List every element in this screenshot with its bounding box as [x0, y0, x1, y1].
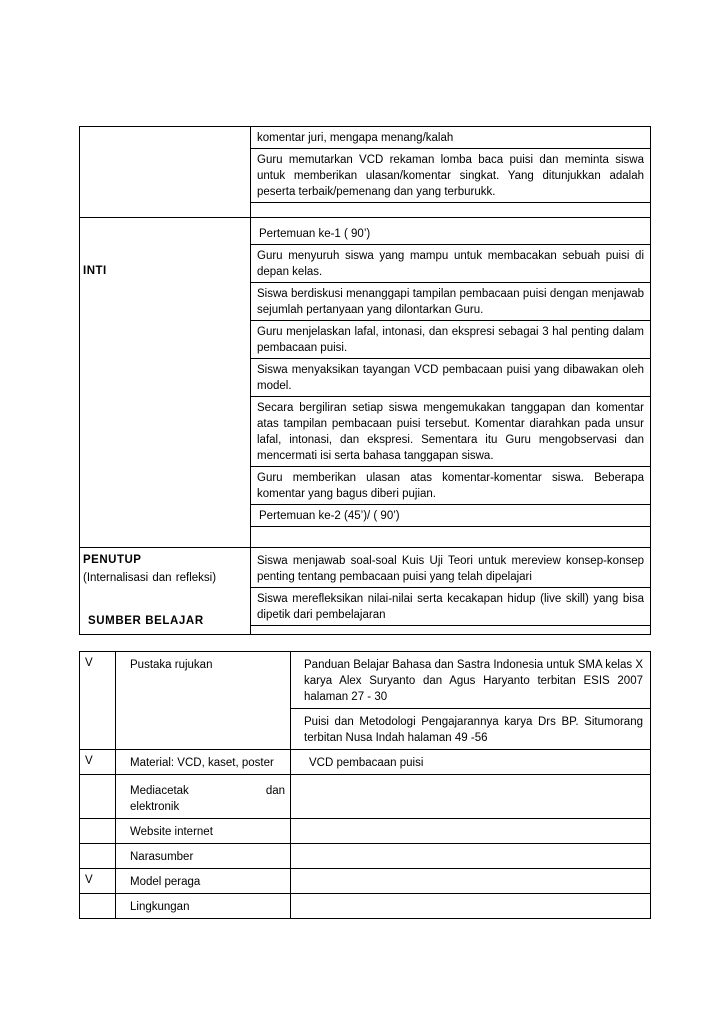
- empty-space: [251, 203, 650, 217]
- source-detail-cell: [291, 775, 651, 819]
- section-heading-sumber-belajar: SUMBER BELAJAR: [88, 615, 204, 627]
- source-mark: V: [80, 750, 116, 775]
- source-detail-cell: [291, 750, 651, 775]
- activity-paragraph: Siswa menyaksikan tayangan VCD pembacaan puisi yang dibawakan oleh model.: [251, 359, 650, 397]
- source-mark: [80, 844, 116, 869]
- source-detail-cell: [291, 894, 651, 919]
- source-detail-cell: [291, 869, 651, 894]
- source-name: [116, 775, 291, 819]
- table-row: [80, 844, 651, 869]
- table-row: [80, 869, 651, 894]
- table-row: [80, 775, 651, 819]
- source-mark: V: [80, 869, 116, 894]
- source-name: Website internet: [116, 819, 291, 844]
- table-row: [80, 652, 651, 750]
- source-detail: Panduan Belajar Bahasa dan Sastra Indonesia untuk SMA kelas X karya Alex Suryanto dan Agus Haryanto terbitan ESIS 2007 halaman 27 - 30: [291, 652, 650, 709]
- source-name-part: Mediacetak: [130, 785, 189, 797]
- source-name: Narasumber: [116, 844, 291, 869]
- source-detail-cell: [291, 844, 651, 869]
- source-mark: V: [80, 652, 116, 750]
- source-detail: Puisi dan Metodologi Pengajarannya karya Drs BP. Situmorang terbitan Nusa Indah halaman 49 -56: [304, 716, 643, 744]
- stage-label-cell: [80, 218, 251, 548]
- source-detail-cell: [291, 652, 651, 750]
- stage-label-penutup: PENUTUP: [83, 554, 142, 566]
- activity-paragraph: komentar juri, mengapa menang/kalah: [251, 127, 650, 149]
- activity-paragraph: Guru menjelaskan lafal, intonasi, dan ekspresi sebagai 3 hal penting dalam pembacaan puisi.: [251, 321, 650, 359]
- table-row: [80, 750, 651, 775]
- activity-cell: [251, 548, 651, 635]
- learning-sources-table: [79, 651, 651, 919]
- table-row-inti: [80, 218, 651, 548]
- source-detail-cell: [291, 819, 651, 844]
- source-name: Model peraga: [116, 869, 291, 894]
- activity-paragraph: Secara bergiliran setiap siswa mengemukakan tanggapan dan komentar atas tampilan pembacaan puisi tersebut. Komentar diarahkan pada unsur lafal, intonasi, dan ekspresi. Sementara itu Guru mengobservasi dan mencermati isi serta bahasa tanggapan siswa.: [251, 397, 650, 467]
- stage-label-cell: [80, 127, 251, 218]
- empty-space: [251, 527, 650, 547]
- activity-paragraph: Guru memberikan ulasan atas komentar-komentar siswa. Beberapa komentar yang bagus diberi pujian.: [251, 467, 650, 505]
- stage-label-inti: INTI: [83, 265, 107, 277]
- source-detail: VCD pembacaan puisi: [309, 757, 424, 769]
- table-row-intro-continued: [80, 127, 651, 218]
- table-row: [80, 819, 651, 844]
- source-name-part: dan: [265, 785, 285, 797]
- activity-paragraph: Siswa berdiskusi menanggapi tampilan pembacaan puisi dengan menjawab sejumlah pertanyaan yang dilontarkan Guru.: [251, 283, 650, 321]
- activity-cell: [251, 127, 651, 218]
- activity-paragraph: Guru menyuruh siswa yang mampu untuk membacakan sebuah puisi di depan kelas.: [251, 245, 650, 283]
- source-name: Pustaka rujukan: [116, 652, 291, 750]
- learning-activities-table: [79, 126, 651, 635]
- activity-cell: [251, 218, 651, 548]
- source-name: Lingkungan: [116, 894, 291, 919]
- meeting-1-label: Pertemuan ke-1 ( 90’): [251, 221, 650, 245]
- source-mark: [80, 819, 116, 844]
- table-row: [80, 894, 651, 919]
- source-mark: [80, 775, 116, 819]
- meeting-2-label: Pertemuan ke-2 (45’)/ ( 90’): [251, 505, 650, 527]
- activity-paragraph: Siswa menjawab soal-soal Kuis Uji Teori untuk mereview konsep-konsep penting tentang pembacaan puisi yang telah dipelajari: [251, 548, 650, 588]
- source-name: Material: VCD, kaset, poster: [116, 750, 291, 775]
- activity-paragraph: Guru memutarkan VCD rekaman lomba baca puisi dan meminta siswa untuk memberikan ulasan/komentar singkat. Yang ditunjukkan adalah peserta terbaik/pemenang dan yang terburukk.: [251, 149, 650, 203]
- source-mark: [80, 894, 116, 919]
- activity-paragraph: Siswa merefleksikan nilai-nilai serta kecakapan hidup (live skill) yang bisa dipetik dari pembelajaran: [251, 588, 650, 626]
- stage-sublabel-penutup: (Internalisasi dan refleksi): [83, 572, 217, 584]
- source-name-part: elektronik: [130, 801, 180, 813]
